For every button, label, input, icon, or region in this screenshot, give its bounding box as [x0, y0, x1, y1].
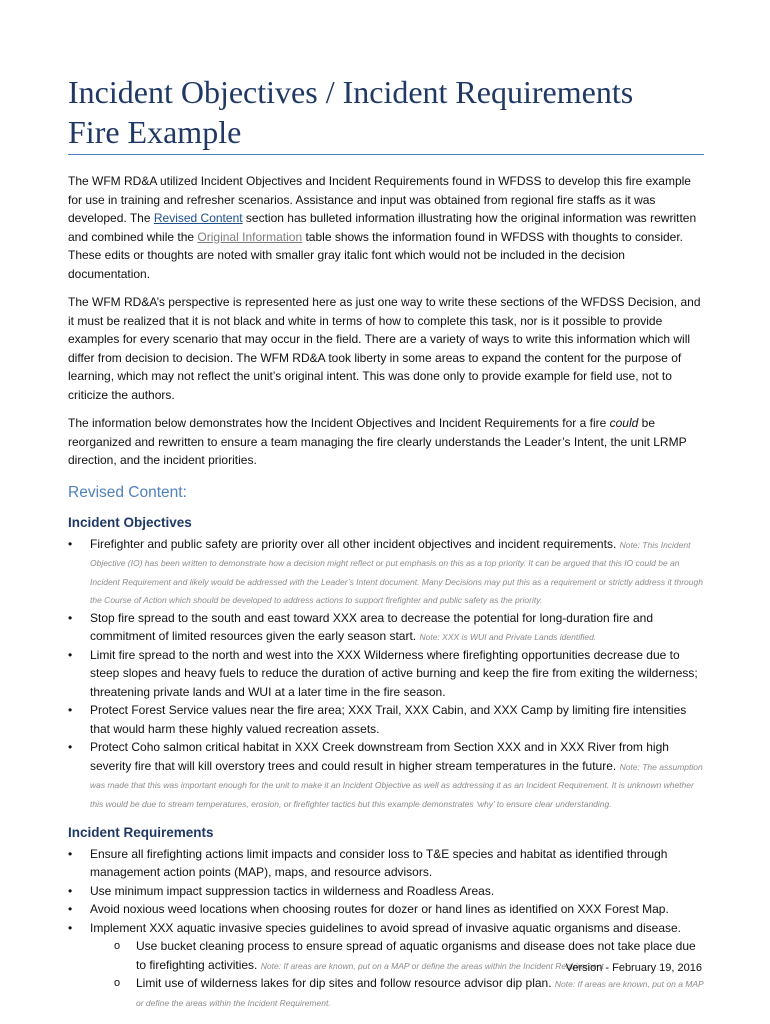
objective-text: Limit fire spread to the north and west into the XXX Wilderness where firefighting opportunities decrease due to steep slopes and heavy fuels to reduce the duration of active burning and keep the fire from exiting the wilderness; threatening private lands and WUI at a later time in the fire season. [90, 647, 698, 699]
objective-item [68, 609, 708, 646]
objective-text: Protect Coho salmon critical habitat in XXX Creek downstream from Section XXX and in XXX River from high severity fire that will kill overstory trees and could result in higher stream temperatures in the future. [90, 740, 669, 773]
version-footer: Version - February 19, 2016 [565, 962, 702, 974]
objective-note: Note: The assumption was made that this was important enough for the unit to make it an Incident Objective as well as addressing it as an Incident Requirement. It is unknown whether this would be due to stream temperatures, erosion, or firefighter tactics but this example demonstrates ‘why’ to ensure clear understanding. [90, 761, 703, 809]
intro-p1-text-b: section has bulleted information illustrating how the original information was rewritten and combined while the [68, 211, 697, 244]
objective-item [68, 646, 708, 702]
page-title [68, 72, 708, 152]
title-line-2: Fire Example [68, 114, 242, 150]
objective-item [68, 535, 708, 609]
intro-paragraph-3 [68, 414, 708, 470]
incident-requirements-heading: Incident Requirements [68, 825, 214, 840]
intro-p1-text-c: table shows the information found in WFDSS with thoughts to consider. These edits or thoughts are noted with smaller gray italic font which would not be included in the decision documentation. [68, 229, 684, 281]
sub-requirement-note: Note: If areas are known, put on a MAP or define the areas within the Incident Requirement. [136, 979, 704, 1008]
objective-text: Stop fire spread to the south and east toward XXX area to decrease the potential for long-duration fire and commitment of limited resources given the early season start. [90, 610, 654, 643]
requirement-item: • Use minimum impact suppression tactics in wilderness and Roadless Areas. [68, 882, 708, 901]
objective-note: Note: XXX is WUI and Private Lands identified. [419, 632, 597, 642]
objective-item [68, 701, 708, 738]
intro-paragraph-1 [68, 172, 708, 283]
intro-p3-italic: could [609, 416, 639, 430]
sub-requirement-text: Use bucket cleaning process to ensure spread of aquatic organisms and disease does not take place due to firefighting activities. [136, 939, 696, 972]
sub-requirement-item [68, 974, 708, 1011]
document-body [68, 172, 708, 1023]
intro-p3-text-b: be reorganized and rewritten to ensure a team managing the fire clearly understands the Leader’s Intent, the unit LRMP direction, and the incident priorities. [68, 416, 687, 467]
objective-text: Protect Forest Service values near the fire area; XXX Trail, XXX Cabin, and XXX Camp by limiting fire intensities that would harm these highly valued recreation assets. [90, 703, 687, 736]
title-line-1: Incident Objectives / Incident Requirements [68, 74, 634, 110]
sub-requirement-note: Note: If areas are known, put on a MAP or define the areas within the Incident Requirement [260, 960, 604, 971]
intro-paragraph-2: The WFM RD&A’s perspective is represented here as just one way to write these sections of the WFDSS Decision, and it must be realized that it is not black and white in terms of how to complete this task, nor is it possible to provide examples for every scenario that may occur in the field. There are a variety of ways to write this information which will differ from decision to decision. The WFM RD&A took liberty in some areas to expand the content for the purpose of learning, which may not reflect the unit’s original intent. This was done only to provide example for field use, not to criticize the authors. [68, 295, 701, 402]
objective-text: Firefighter and public safety are priority over all other incident objectives and incident requirements. [90, 536, 620, 551]
revised-content-link[interactable]: Revised Content [153, 211, 243, 225]
sub-requirement-text: Limit use of wilderness lakes for dip sites and follow resource advisor dip plan. [136, 976, 555, 990]
objective-note: Note: This Incident Objective (IO) has been written to demonstrate how a decision might reflect or put emphasis on this as a top priority. It can be argued that this IO could be an Incident Requirement and likely would be addressed with the Leader’s Intent document. Many Decisions may put this as a requirement or strictly address it through the Course of Action which should be developed to address actions to support firefighter and public safety as the priority. [90, 539, 703, 605]
incident-requirements-list [68, 845, 708, 1012]
intro-p1-text-a: The WFM RD&A utilized Incident Objectives and Incident Requirements found in WFDSS to develop this fire example for use in training and refresher scenarios. Assistance and input was obtained from regional fire staffs as it was developed. The [68, 174, 691, 225]
intro-p3-text-a: The information below demonstrates how the Incident Objectives and Incident Requirements for a fire [68, 416, 610, 430]
requirement-item: • Avoid noxious weed locations when choosing routes for dozer or hand lines as identified on XXX Forest Map. [68, 900, 708, 919]
revised-content-heading: Revised Content: [68, 483, 187, 501]
title-divider [68, 154, 704, 155]
requirement-item: • Implement XXX aquatic invasive species guidelines to avoid spread of invasive aquatic organisms and disease. [68, 919, 708, 938]
requirement-item: • Ensure all firefighting actions limit impacts and consider loss to T&E species and habitat as identified through management action points (MAP), maps, and resource advisors. [68, 845, 708, 882]
incident-objectives-heading: Incident Objectives [68, 515, 192, 530]
objective-item [68, 738, 708, 812]
incident-objectives-list [68, 535, 708, 813]
original-information-link[interactable]: Original Information [197, 229, 303, 244]
